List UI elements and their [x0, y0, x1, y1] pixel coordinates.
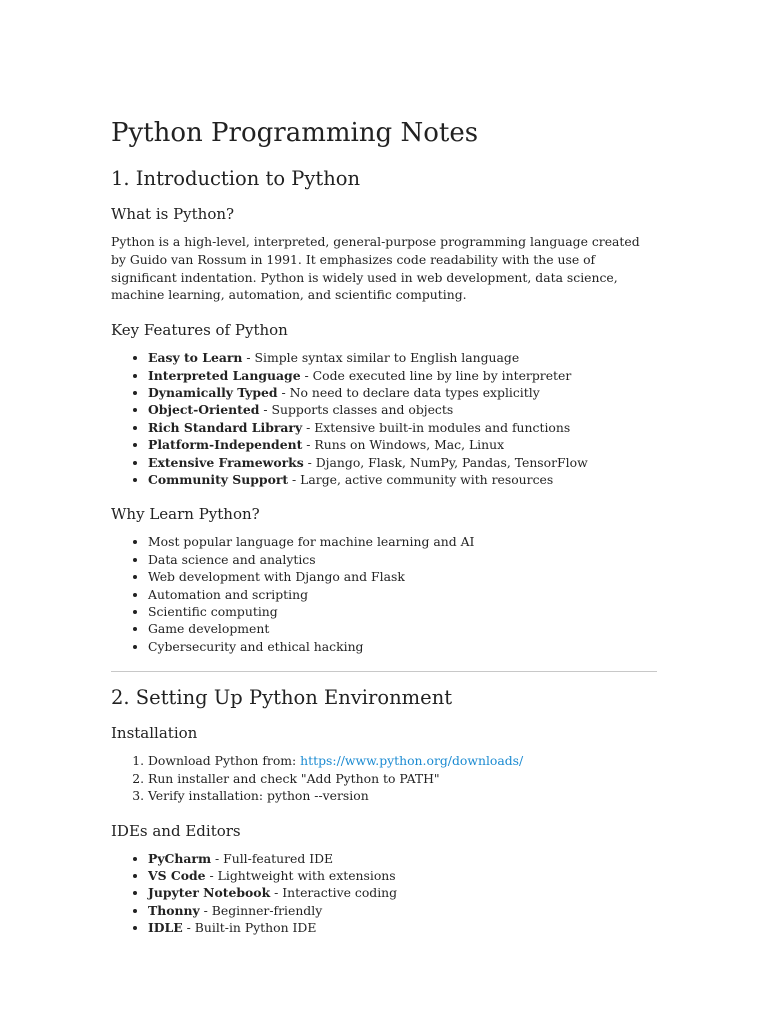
list-item [148, 471, 657, 488]
list-item: • Cybersecurity and ethical hacking [148, 638, 657, 655]
ide-name: PyCharm [148, 850, 212, 866]
feature-term: Platform-Independent [148, 437, 303, 453]
list-item [148, 884, 657, 901]
list-item: 3. Verify installation: python --version [148, 787, 657, 804]
installation-steps [111, 752, 657, 804]
list-item [148, 436, 657, 453]
ides-list [111, 850, 657, 937]
feature-term: Interpreted Language [148, 367, 301, 383]
section-heading-introduction: 1. Introduction to Python [111, 167, 361, 190]
subheading-installation: Installation [111, 724, 198, 743]
ide-desc: - Built-in Python IDE [182, 920, 317, 936]
list-item [148, 454, 657, 471]
list-item: • Automation and scripting [148, 586, 657, 603]
feature-desc: - Code executed line by line by interpreter [300, 367, 572, 383]
list-item: 2. Run installer and check "Add Python to PATH" [148, 770, 657, 787]
feature-desc: - No need to declare data types explicitly [277, 385, 540, 400]
list-item: • Data science and analytics [148, 551, 657, 568]
why-learn-list [111, 533, 657, 655]
list-item [148, 919, 657, 936]
section-divider [111, 671, 657, 672]
ide-name: IDLE [148, 920, 183, 936]
step-text: Download Python from: [148, 753, 301, 769]
list-item [148, 850, 657, 867]
features-list [111, 349, 657, 488]
feature-term: Rich Standard Library [148, 419, 303, 435]
ide-name: VS Code [148, 867, 206, 883]
ide-desc: - Interactive coding [270, 885, 398, 901]
section-heading-setup: 2. Setting Up Python Environment [111, 686, 453, 710]
page-title: Python Programming Notes [111, 118, 479, 148]
ide-desc: - Full-featured IDE [211, 850, 334, 866]
subheading-key-features: Key Features of Python [111, 321, 288, 340]
subheading-ides: IDEs and Editors [111, 821, 241, 840]
subheading-why-learn: Why Learn Python? [111, 505, 260, 524]
feature-term: Easy to Learn [148, 350, 243, 366]
list-item [148, 752, 657, 769]
feature-desc: - Supports classes and objects [259, 402, 454, 418]
feature-term: Extensive Frameworks [148, 454, 304, 470]
ide-desc: - Lightweight with extensions [205, 867, 396, 883]
feature-desc: - Runs on Windows, Mac, Linux [302, 437, 505, 453]
list-item: • Game development [148, 620, 657, 637]
list-item: • Scientific computing [148, 603, 657, 620]
python-download-link[interactable]: https://www.python.org/downloads/ [300, 753, 524, 769]
subheading-what-is-python: What is Python? [111, 205, 235, 223]
feature-term: Dynamically Typed [148, 385, 278, 400]
list-item: • Web development with Django and Flask [148, 568, 657, 585]
feature-desc: - Large, active community with resources [288, 472, 554, 488]
list-item [148, 367, 657, 384]
list-item [148, 401, 657, 418]
feature-desc: - Simple syntax similar to English language [242, 350, 520, 366]
intro-paragraph: Python is a high-level, interpreted, general-purpose programming language created by Guido van Rossum in 1991. It emphasizes code readability with the use of significant indentation. Python is widely used in web development, data science, machine learning, automation, and scientific computing. [111, 234, 640, 303]
list-item [148, 867, 657, 884]
list-item [148, 384, 657, 401]
list-item [148, 902, 657, 919]
feature-desc: - Django, Flask, NumPy, Pandas, TensorFlow [303, 454, 588, 470]
list-item [148, 349, 657, 366]
feature-term: Object-Oriented [148, 402, 260, 418]
ide-desc: - Beginner-friendly [199, 902, 323, 918]
list-item [148, 419, 657, 436]
ide-name: Thonny [148, 902, 200, 918]
ide-name: Jupyter Notebook [148, 885, 271, 901]
list-item: • Most popular language for machine learning and AI [148, 533, 657, 550]
feature-desc: - Extensive built-in modules and functions [302, 419, 571, 435]
feature-term: Community Support [148, 472, 289, 488]
